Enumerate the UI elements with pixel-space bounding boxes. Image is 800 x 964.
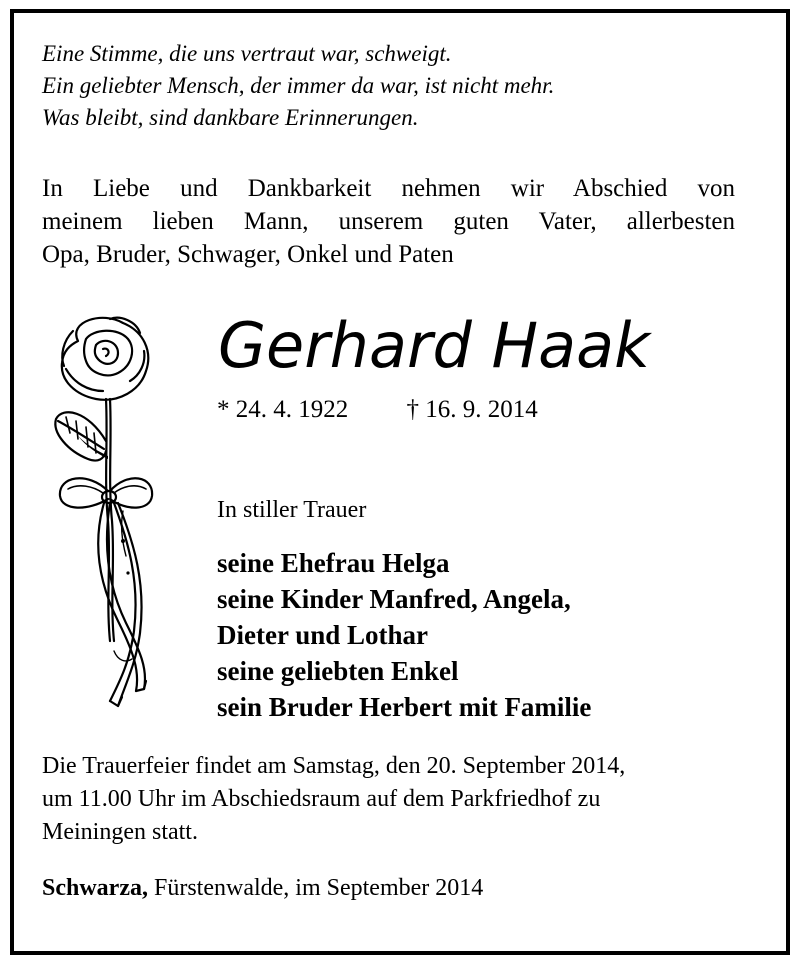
- place-rest: Fürstenwalde, im September 2014: [147, 875, 484, 901]
- intro-line: In Liebe und Dankbarkeit nehmen wir Abschied von: [42, 175, 735, 202]
- service-line: um 11.00 Uhr im Abschiedsraum auf dem Parkfriedhof zu: [42, 786, 601, 812]
- rose-illustration-icon: [48, 311, 158, 716]
- deceased-name: Gerhard Haak: [218, 309, 651, 382]
- mourner-line: seine Kinder Manfred, Angela,: [217, 584, 571, 614]
- place-and-date: [42, 872, 483, 904]
- service-line: Meiningen statt.: [42, 819, 198, 845]
- mourner-line: seine Ehefrau Helga: [217, 548, 450, 578]
- mourner-line: Dieter und Lothar: [217, 620, 429, 650]
- mourners-list: [217, 545, 591, 725]
- poem-line: Ein geliebter Mensch, der immer da war, ist nicht mehr.: [42, 73, 555, 98]
- mourning-heading: In stiller Trauer: [217, 497, 367, 523]
- service-line: Die Trauerfeier findet am Samstag, den 20. September 2014,: [42, 753, 626, 779]
- place-bold: Schwarza,: [42, 875, 148, 901]
- intro-line: meinem lieben Mann, unserem guten Vater, allerbesten: [42, 208, 735, 235]
- mourner-line: sein Bruder Herbert mit Familie: [217, 692, 592, 722]
- mourner-line: seine geliebten Enkel: [217, 656, 459, 686]
- poem-line: Eine Stimme, die uns vertraut war, schweigt.: [42, 41, 452, 66]
- poem-line: Was bleibt, sind dankbare Erinnerungen.: [42, 105, 419, 130]
- intro-line: Opa, Bruder, Schwager, Onkel und Paten: [42, 241, 454, 268]
- poem: [42, 38, 554, 134]
- birth-date: * 24. 4. 1922: [217, 396, 349, 423]
- funeral-service-info: [42, 750, 625, 849]
- life-dates: [217, 395, 538, 425]
- intro-text: [42, 172, 735, 271]
- death-date: † 16. 9. 2014: [406, 396, 538, 423]
